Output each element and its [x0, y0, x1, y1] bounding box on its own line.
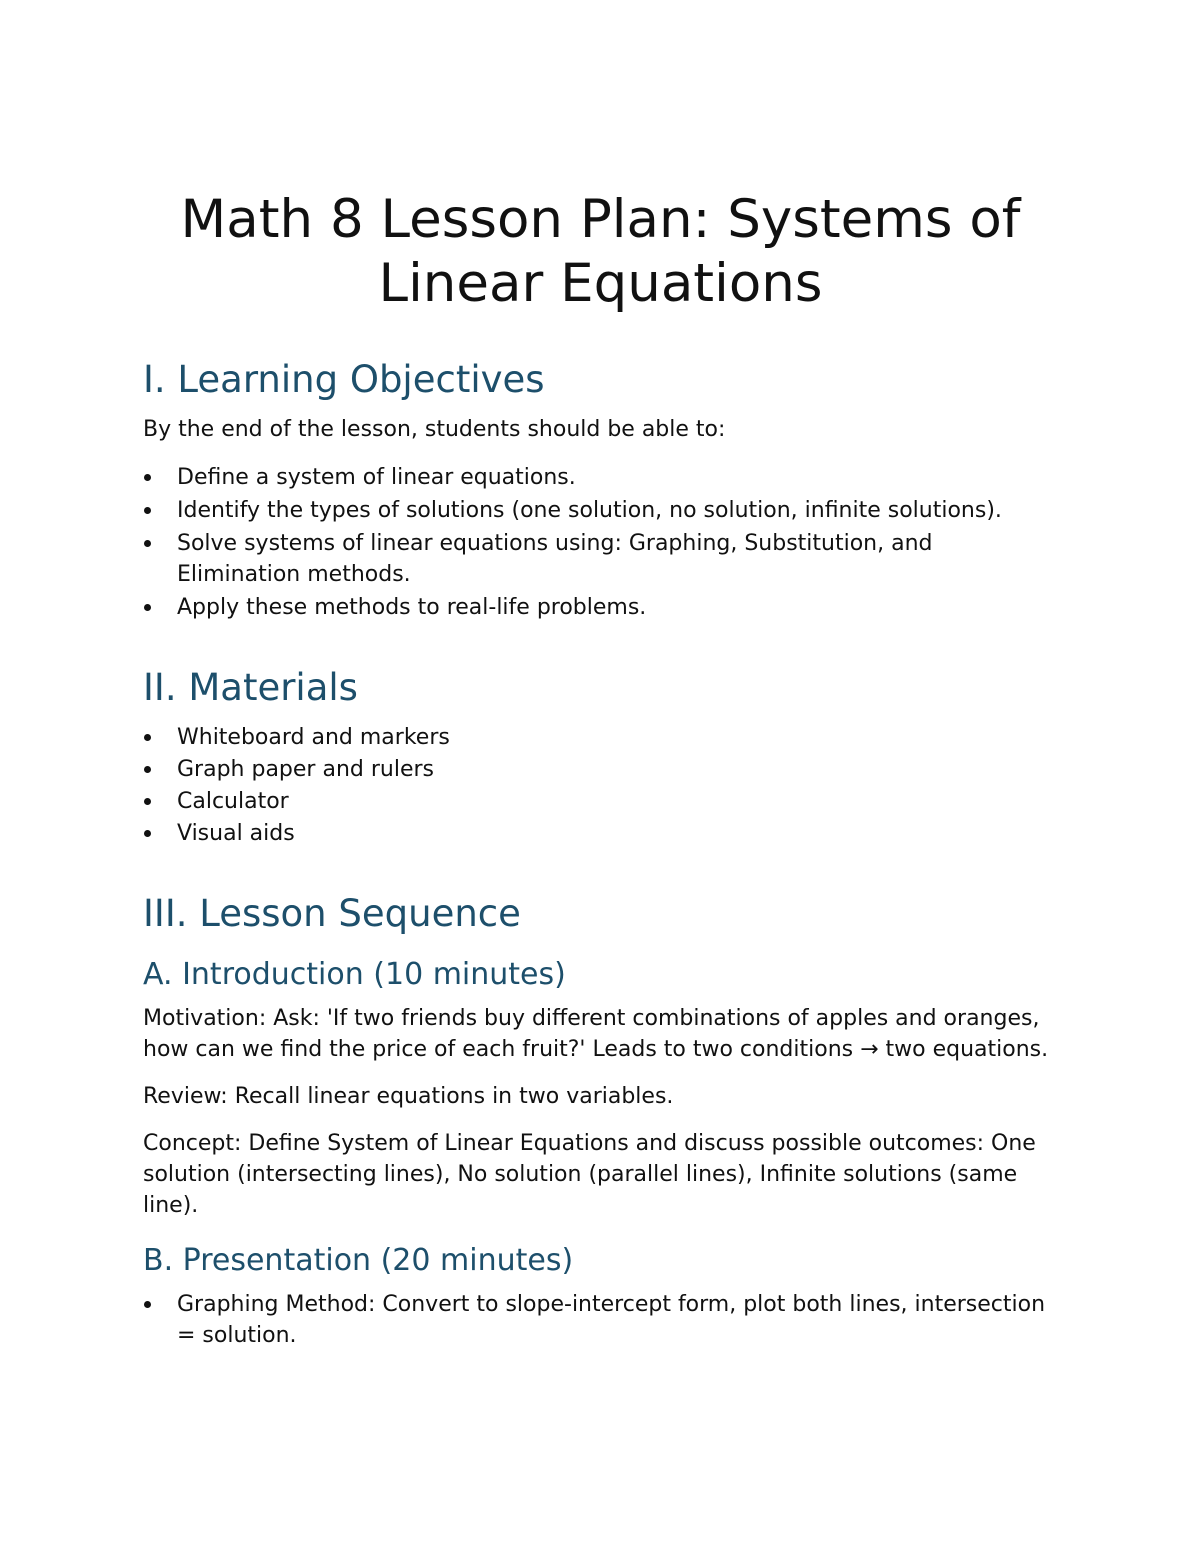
heading-materials: II. Materials	[143, 666, 358, 709]
list-item: Define a system of linear equations.	[143, 462, 1058, 493]
list-item: Visual aids	[143, 818, 1058, 849]
presentation-list	[143, 1289, 1058, 1351]
document-page	[143, 188, 1058, 1351]
list-item: Apply these methods to real-life problems.	[143, 592, 1058, 623]
introduction-concept: Concept: Define System of Linear Equations and discuss possible outcomes: One solution (intersecting lines), No solution (parallel lines), Infinite solutions (same line).	[143, 1131, 1036, 1218]
introduction-motivation: Motivation: Ask: 'If two friends buy different combinations of apples and oranges, how can we find the price of each fruit?' Leads to two conditions → two equations.	[143, 1006, 1049, 1062]
list-item: Identify the types of solutions (one solution, no solution, infinite solutions).	[143, 495, 1058, 526]
list-item: Whiteboard and markers	[143, 722, 1058, 753]
materials-list	[143, 722, 1058, 849]
introduction-review: Review: Recall linear equations in two variables.	[143, 1084, 674, 1109]
list-item: Graphing Method: Convert to slope-intercept form, plot both lines, intersection = solution.	[143, 1289, 1058, 1351]
heading-introduction: A. Introduction (10 minutes)	[143, 957, 566, 992]
list-item: Calculator	[143, 786, 1058, 817]
heading-presentation: B. Presentation (20 minutes)	[143, 1243, 574, 1278]
heading-learning-objectives: I. Learning Objectives	[143, 358, 545, 401]
list-item: Solve systems of linear equations using: Graphing, Substitution, and Elimination methods.	[143, 528, 1058, 590]
objectives-list	[143, 462, 1058, 623]
heading-lesson-sequence: III. Lesson Sequence	[143, 892, 521, 935]
list-item: Graph paper and rulers	[143, 754, 1058, 785]
document-title: Math 8 Lesson Plan: Systems of Linear Equations	[180, 189, 1021, 314]
objectives-intro: By the end of the lesson, students should be able to:	[143, 417, 726, 442]
